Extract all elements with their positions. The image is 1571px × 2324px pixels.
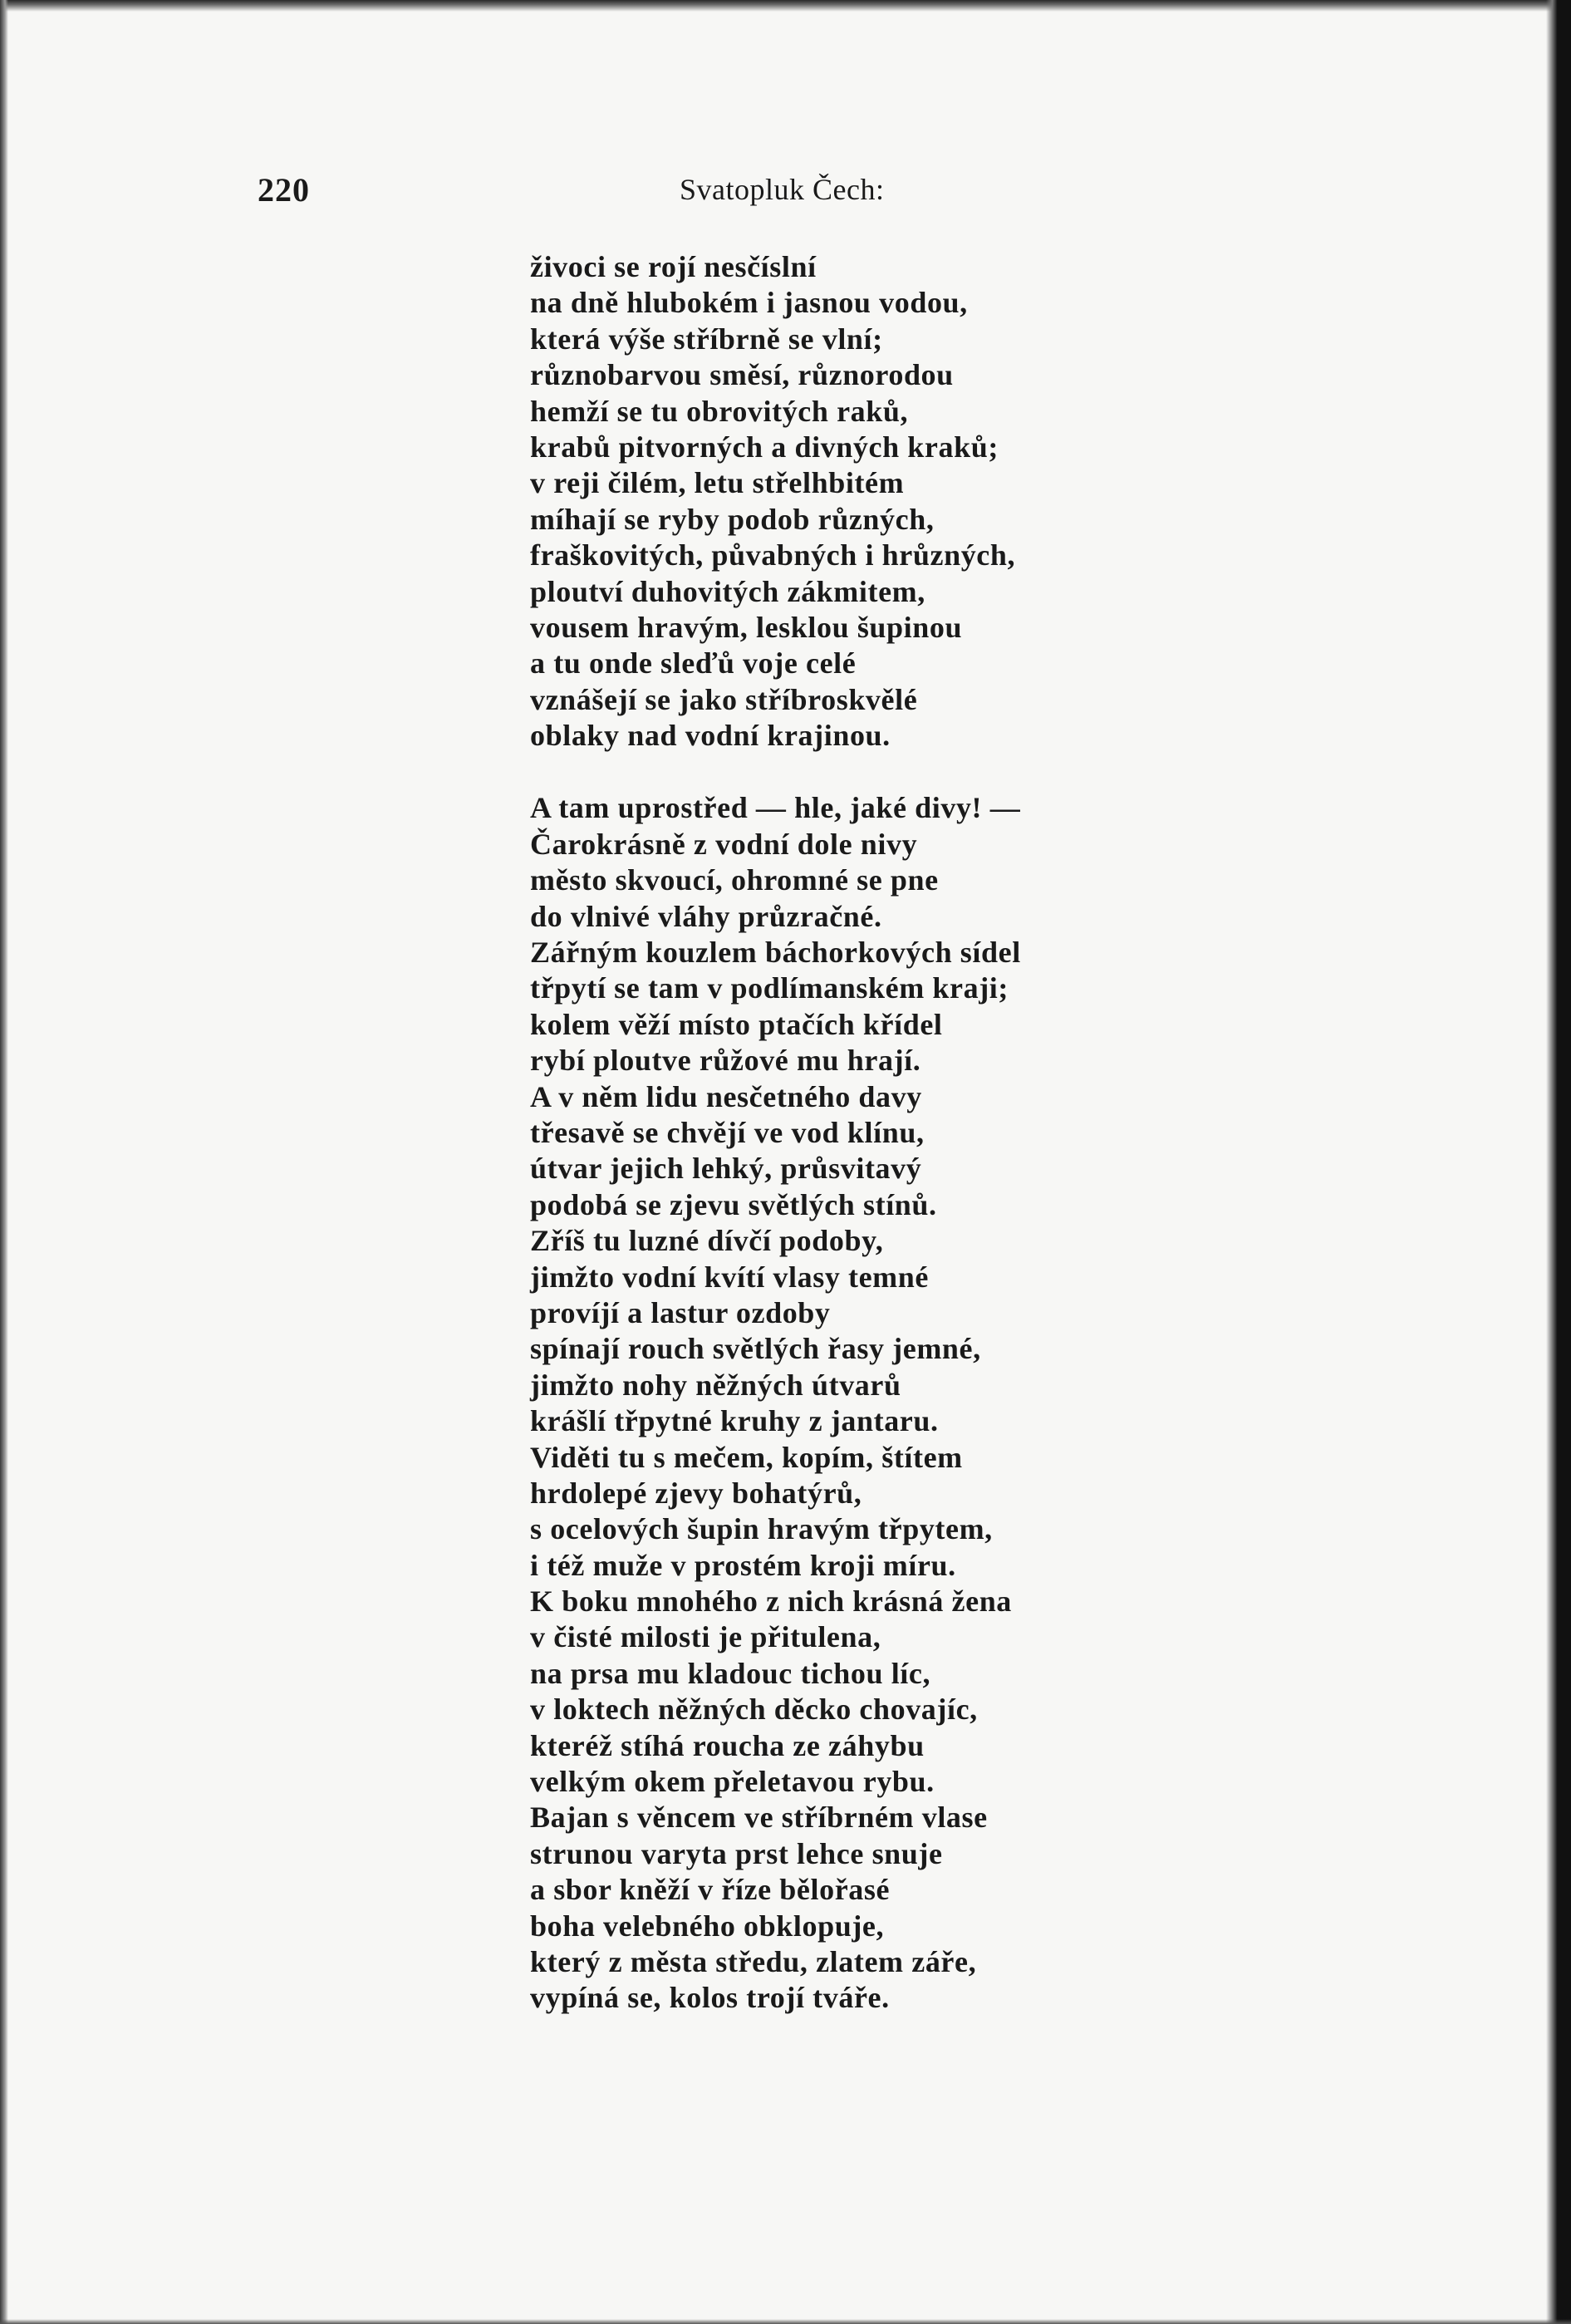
- poem-line: krabů pitvorných a divných kraků;: [530, 430, 999, 464]
- stanza: [530, 249, 1161, 754]
- poem-line: vypíná se, kolos trojí tváře.: [530, 1981, 890, 2015]
- poem-line: míhají se ryby podob různých,: [530, 502, 935, 536]
- poem-line: jimžto nohy něžných útvarů: [530, 1368, 901, 1402]
- poem-line: ploutví duhovitých zákmitem,: [530, 574, 925, 608]
- poem-line: živoci se rojí nesčíslní: [530, 250, 817, 283]
- poem-line: velkým okem přeletavou rybu.: [530, 1765, 935, 1799]
- poem-line: město skvoucí, ohromné se pne: [530, 863, 939, 897]
- scan-edge-bottom: [0, 2319, 1571, 2324]
- poem-line: strunou varyta prst lehce snuje: [530, 1836, 943, 1870]
- poem-line: spínají rouch světlých řasy jemné,: [530, 1332, 981, 1366]
- poem-line: fraškovitých, půvabných i hrůzných,: [530, 538, 1016, 572]
- poem-line: A tam uprostřed — hle, jaké divy! —: [530, 791, 1021, 825]
- poem-line: na dně hlubokém i jasnou vodou,: [530, 286, 968, 320]
- poem-line: Bajan s věncem ve stříbrném vlase: [530, 1801, 988, 1835]
- poem-line: do vlnivé vláhy průzračné.: [530, 899, 882, 933]
- poem-line: A v něm lidu nesčetného davy: [530, 1079, 922, 1113]
- poem-line: kolem věží místo ptačích křídel: [530, 1007, 943, 1041]
- poem-line: hemží se tu obrovitých raků,: [530, 394, 909, 428]
- poem-line: kteréž stíhá roucha ze záhybu: [530, 1728, 925, 1762]
- poem-line: a sbor kněží v říze bělořasé: [530, 1873, 891, 1907]
- poem-line: podobá se zjevu světlých stínů.: [530, 1187, 937, 1221]
- poem-line: třpytí se tam v podlímanském kraji;: [530, 971, 1009, 1005]
- stanza-break: [530, 754, 1161, 790]
- poem-line: krášlí třpytné kruhy z jantaru.: [530, 1404, 939, 1438]
- scan-edge-top: [0, 0, 1571, 12]
- poem-line: a tu onde sleďů voje celé: [530, 646, 857, 680]
- poem-line: který z města středu, zlatem záře,: [530, 1944, 977, 1978]
- poem-body: [530, 249, 1161, 2017]
- page-number: 220: [258, 171, 310, 209]
- scan-edge-left: [0, 0, 8, 2324]
- poem-line: i též muže v prostém kroji míru.: [530, 1548, 956, 1582]
- poem-line: Zářným kouzlem báchorkových sídel: [530, 936, 1021, 970]
- poem-line: vousem hravým, lesklou šupinou: [530, 610, 963, 644]
- poem-line: Zříš tu luzné dívčí podoby,: [530, 1224, 884, 1258]
- poem-line: třesavě se chvějí ve vod klínu,: [530, 1115, 925, 1149]
- scan-edge-right: [1546, 0, 1571, 2324]
- poem-line: oblaky nad vodní krajinou.: [530, 719, 891, 753]
- poem-line: Čarokrásně z vodní dole nivy: [530, 827, 918, 861]
- page-header: [258, 170, 1504, 212]
- poem-line: v čisté milosti je přitulena,: [530, 1620, 881, 1654]
- poem-line: hrdolepé zjevy bohatýrů,: [530, 1476, 862, 1510]
- poem-line: na prsa mu kladouc tichou líc,: [530, 1656, 931, 1690]
- poem-line: jimžto vodní kvítí vlasy temné: [530, 1260, 929, 1294]
- poem-line: různobarvou směsí, různorodou: [530, 358, 954, 392]
- poem-line: K boku mnohého z nich krásná žena: [530, 1585, 1012, 1619]
- running-head: Svatopluk Čech:: [680, 173, 885, 206]
- poem-line: s ocelových šupin hravým třpytem,: [530, 1512, 993, 1546]
- poem-line: v reji čilém, letu střelhbitém: [530, 466, 905, 500]
- poem-line: Viděti tu s mečem, kopím, štítem: [530, 1440, 963, 1474]
- poem-line: v loktech něžných děcko chovajíc,: [530, 1693, 978, 1727]
- poem-line: útvar jejich lehký, průsvitavý: [530, 1152, 922, 1186]
- poem-line: províjí a lastur ozdoby: [530, 1295, 831, 1329]
- poem-line: boha velebného obklopuje,: [530, 1909, 885, 1943]
- poem-line: rybí ploutve růžové mu hrají.: [530, 1044, 921, 1078]
- poem-line: která výše stříbrně se vlní;: [530, 322, 883, 356]
- poem-line: vznášejí se jako stříbroskvělé: [530, 682, 918, 716]
- stanza: [530, 790, 1161, 2016]
